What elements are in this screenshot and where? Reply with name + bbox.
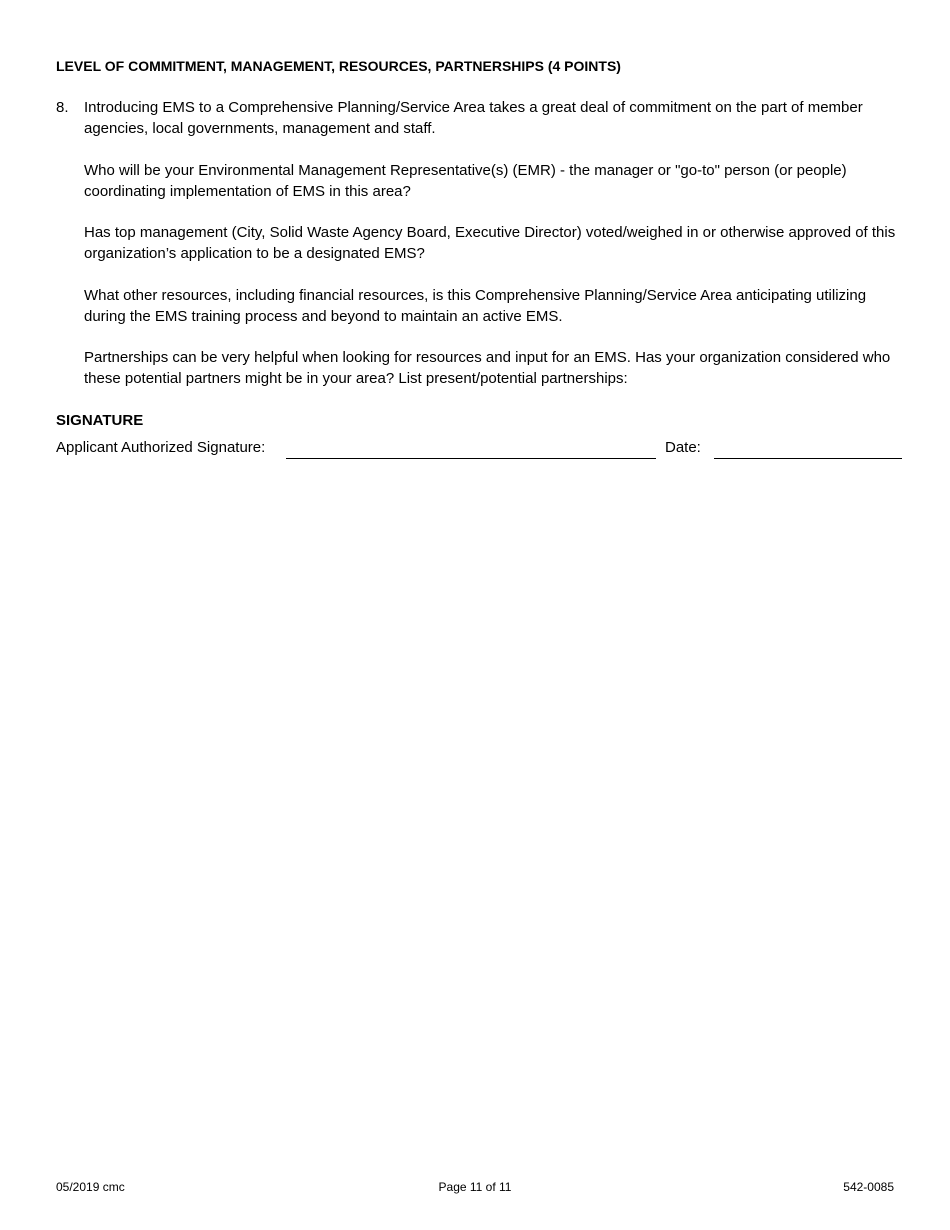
footer-page-number: Page 11 of 11	[438, 1180, 512, 1194]
section-heading-signature: SIGNATURE	[56, 412, 144, 429]
question-number: 8.	[56, 99, 69, 116]
section-heading-commitment: LEVEL OF COMMITMENT, MANAGEMENT, RESOURCES, PARTNERSHIPS (4 POINTS)	[56, 58, 621, 74]
date-field[interactable]	[714, 458, 902, 459]
signature-label: Applicant Authorized Signature:	[56, 439, 266, 456]
date-label: Date:	[665, 439, 701, 456]
signature-field[interactable]	[286, 458, 656, 459]
footer-form-number: 542-0085	[843, 1180, 894, 1194]
question-resources-paragraph: What other resources, including financial resources, is this Comprehensive Planning/Service Area anticipating utilizing during the EMS training process and beyond to maintain an active EMS.	[84, 287, 867, 325]
question-partnerships-paragraph: Partnerships can be very helpful when looking for resources and input for an EMS. Has your organization considered who these potential partners might be in your area? List present/potential partnerships:	[84, 349, 891, 387]
question-emr-paragraph: Who will be your Environmental Management Representative(s) (EMR) - the manager or "go-to" person (or people) coordinating implementation of EMS in this area?	[84, 162, 847, 200]
question-management-paragraph: Has top management (City, Solid Waste Agency Board, Executive Director) voted/weighed in or otherwise approved of this organization’s application to be a designated EMS?	[84, 224, 896, 262]
question-intro-paragraph: Introducing EMS to a Comprehensive Planning/Service Area takes a great deal of commitment on the part of member agencies, local governments, management and staff.	[84, 99, 863, 137]
footer-revision-date: 05/2019 cmc	[56, 1180, 125, 1194]
